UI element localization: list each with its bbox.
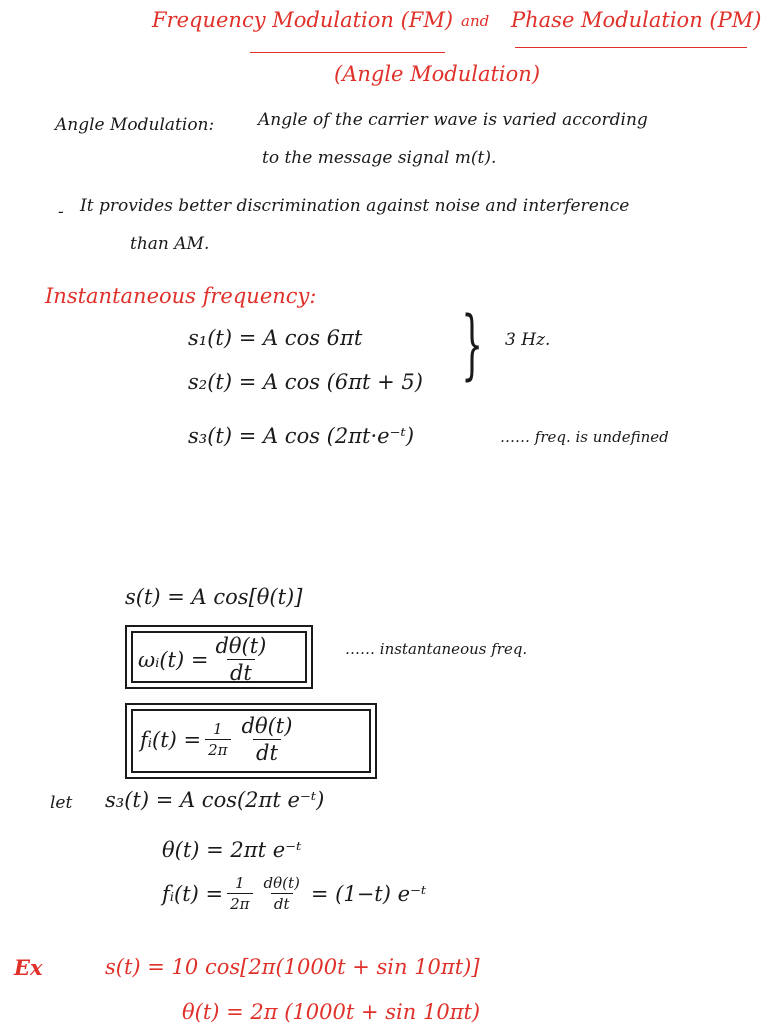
section-heading: Instantaneous frequency: <box>45 284 317 308</box>
let-eq-3-rhs: = (1−t) e⁻ᵗ <box>310 881 427 906</box>
let-label: let <box>50 793 73 813</box>
let-eq-2: θ(t) = 2πt e⁻ᵗ <box>162 838 302 862</box>
eq-s2: s₂(t) = A cos (6πt + 5) <box>188 370 423 394</box>
let-eq-3-numerator: dθ(t) <box>263 874 300 892</box>
omega-lhs: ωᵢ(t) = <box>138 647 209 672</box>
let-eq-1: s₃(t) = A cos(2πt e⁻ᵗ) <box>105 788 325 812</box>
fi-denominator: dt <box>253 739 281 765</box>
fi-constant-fraction <box>205 720 230 759</box>
general-signal: s(t) = A cos[θ(t)] <box>125 585 303 609</box>
definition-term: Angle Modulation: <box>55 115 215 135</box>
bullet-line-1: It provides better discrimination against noise and interference <box>80 196 630 216</box>
example-label: Ex <box>14 955 43 980</box>
fi-fraction <box>239 714 296 765</box>
eq-s1: s₁(t) = A cos 6πt <box>188 326 363 350</box>
fi-formula <box>140 714 299 765</box>
fi-lhs: fᵢ(t) = <box>140 727 202 752</box>
let-eq-3-constant-fraction <box>227 874 252 913</box>
title-pm: Phase Modulation (PM) <box>511 8 762 32</box>
let-eq-3-constant-numerator: 1 <box>235 874 245 892</box>
let-eq-3-lhs: fᵢ(t) = <box>162 881 224 906</box>
eq-s3: s₃(t) = A cos (2πt·e⁻ᵗ) <box>188 424 415 448</box>
undefined-note: …… freq. is undefined <box>500 428 669 446</box>
bullet-line-2: than AM. <box>130 234 210 254</box>
brace-note: 3 Hz. <box>505 330 551 350</box>
title-and: and <box>461 12 490 30</box>
fi-numerator: dθ(t) <box>241 714 293 738</box>
title-underline-left <box>250 52 445 53</box>
bullet-dash: - <box>58 202 64 222</box>
definition-line-2: to the message signal m(t). <box>262 148 497 168</box>
subtitle-angle-modulation: (Angle Modulation) <box>334 62 541 86</box>
example-eq-1: s(t) = 10 cos[2π(1000t + sin 10πt)] <box>105 955 480 979</box>
omega-formula <box>138 634 273 685</box>
omega-denominator: dt <box>227 659 255 685</box>
example-eq-2: θ(t) = 2π (1000t + sin 10πt) <box>182 1000 481 1024</box>
fi-constant-denominator: 2π <box>205 739 230 759</box>
title-underline-right <box>515 47 747 48</box>
let-eq-3-constant-denominator: 2π <box>227 893 252 913</box>
title-fm: Frequency Modulation (FM) <box>152 8 454 32</box>
let-eq-3 <box>162 874 426 913</box>
definition-line-1: Angle of the carrier wave is varied according <box>258 110 648 130</box>
let-eq-3-fraction <box>261 874 303 913</box>
omega-note: …… instantaneous freq. <box>345 640 528 658</box>
omega-numerator: dθ(t) <box>215 634 267 658</box>
let-eq-3-denominator: dt <box>271 893 293 913</box>
right-brace-icon: } <box>461 299 484 388</box>
fi-constant-numerator: 1 <box>213 720 223 738</box>
omega-fraction <box>212 634 269 685</box>
